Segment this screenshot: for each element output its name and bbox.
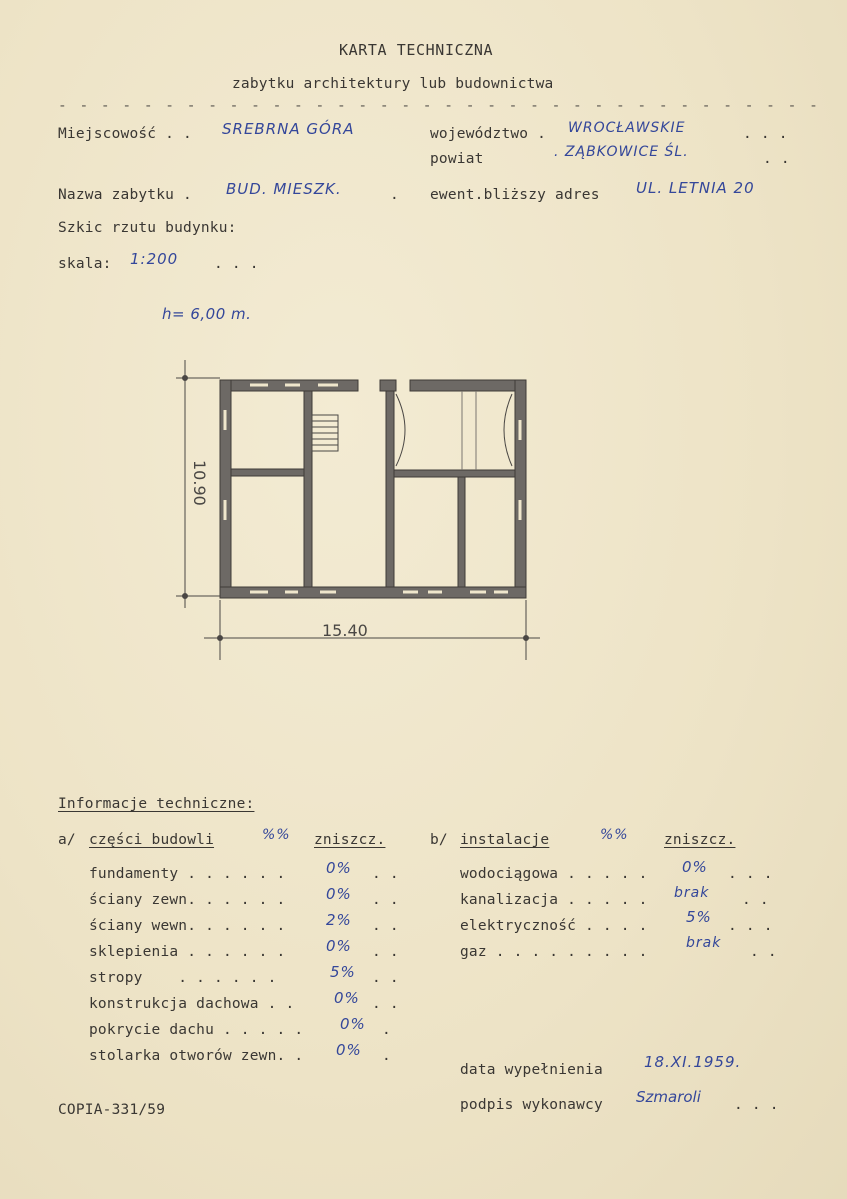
adres-label: ewent.bliższy adres xyxy=(430,187,600,203)
a-row-label: ściany wewn. . . . . . xyxy=(89,918,286,934)
a-row-label: sklepienia . . . . . . xyxy=(89,944,286,960)
wojewodztwo-value: WROCŁAWSKIE xyxy=(568,120,686,136)
section-b-col-installations: instalacje xyxy=(460,832,550,848)
a-row-label: stropy . . . . . . xyxy=(89,970,277,986)
section-a-label: a/ xyxy=(58,832,76,848)
nazwa-label: Nazwa zabytku . xyxy=(58,187,192,203)
miejscowosc-value: SREBRNA GÓRA xyxy=(222,120,355,138)
nazwa-dots: . xyxy=(390,187,399,203)
a-row-dots: . . xyxy=(372,970,399,986)
a-row-label: stolarka otworów zewn. . xyxy=(89,1048,304,1064)
powiat-value: . ZĄBKOWICE ŚL. xyxy=(554,144,689,160)
a-row-value: 0% xyxy=(340,1015,366,1033)
a-row-value: 0% xyxy=(326,937,352,955)
a-row-dots: . . xyxy=(372,918,399,934)
a-row-dots: . xyxy=(382,1022,391,1038)
b-row-value: brak xyxy=(686,935,722,951)
a-row-label: fundamenty . . . . . . xyxy=(89,866,286,882)
a-row-value: 0% xyxy=(326,859,352,877)
adres-value: UL. LETNIA 20 xyxy=(636,179,755,197)
nazwa-value: BUD. MIESZK. xyxy=(226,180,342,198)
section-a-col-damage: zniszcz. xyxy=(314,832,386,848)
header-separator: - - - - - - - - - - - - - - - - - - - - - - - - - - - - - - - - - - - - xyxy=(58,98,820,114)
szkic-label: Szkic rzutu budynku: xyxy=(58,220,237,236)
a-row-label: ściany zewn. . . . . . xyxy=(89,892,286,908)
a-row-value: 0% xyxy=(334,989,360,1007)
b-row-dots: . . xyxy=(742,892,769,908)
section-b-label: b/ xyxy=(430,832,448,848)
a-row-value: 2% xyxy=(326,911,352,929)
a-row-dots: . xyxy=(382,1048,391,1064)
a-row-dots: . . xyxy=(372,892,399,908)
wojewodztwo-dots: . . . xyxy=(743,126,788,142)
skala-label: skala: xyxy=(58,256,112,272)
b-row-dots: . . . xyxy=(728,866,773,882)
technical-heading: Informacje techniczne: xyxy=(58,796,255,812)
b-row-label: gaz . . . . . . . . . xyxy=(460,944,648,960)
section-a-col-percent: %% xyxy=(262,827,291,843)
b-row-value: 5% xyxy=(686,908,712,926)
section-b-col-damage: zniszcz. xyxy=(664,832,736,848)
data-wypelnienia-value: 18.XI.1959. xyxy=(644,1053,742,1071)
wojewodztwo-label: województwo . xyxy=(430,126,547,142)
podpis-dots: . . . xyxy=(734,1097,779,1113)
document-title: KARTA TECHNICZNA xyxy=(339,41,494,59)
b-row-label: elektryczność . . . . xyxy=(460,918,648,934)
document-subtitle: zabytku architektury lub budownictwa xyxy=(232,76,554,92)
a-row-dots: . . xyxy=(372,944,399,960)
b-row-dots: . . xyxy=(750,944,777,960)
document-reference: COPIA-331/59 xyxy=(58,1102,166,1118)
a-row-dots: . . xyxy=(372,866,399,882)
a-row-value: 0% xyxy=(326,885,352,903)
a-row-label: pokrycie dachu . . . . . xyxy=(89,1022,304,1038)
data-wypelnienia-label: data wypełnienia xyxy=(460,1062,603,1078)
podpis-signature: Szmaroli xyxy=(636,1088,701,1106)
b-row-label: kanalizacja . . . . . xyxy=(460,892,648,908)
a-row-label: konstrukcja dachowa . . xyxy=(89,996,295,1012)
a-row-value: 0% xyxy=(336,1041,362,1059)
skala-value: 1:200 xyxy=(130,250,179,268)
a-row-dots: . . xyxy=(372,996,399,1012)
podpis-label: podpis wykonawcy xyxy=(460,1097,603,1113)
skala-dots: . . . xyxy=(214,256,259,272)
section-a-col-parts: części budowli xyxy=(89,832,215,848)
b-row-label: wodociągowa . . . . . xyxy=(460,866,648,882)
plan-width-dimension: 15.40 xyxy=(322,621,368,640)
plan-depth-dimension: 10.90 xyxy=(190,460,209,506)
b-row-value: 0% xyxy=(682,858,708,876)
a-row-value: 5% xyxy=(330,963,356,981)
height-note: h= 6,00 m. xyxy=(162,305,252,323)
powiat-dots: . . xyxy=(763,151,790,167)
miejscowosc-label: Miejscowość . . xyxy=(58,126,192,142)
b-row-value: brak xyxy=(674,885,710,901)
section-b-col-percent: %% xyxy=(600,827,629,843)
b-row-dots: . . . xyxy=(728,918,773,934)
powiat-label: powiat xyxy=(430,151,484,167)
